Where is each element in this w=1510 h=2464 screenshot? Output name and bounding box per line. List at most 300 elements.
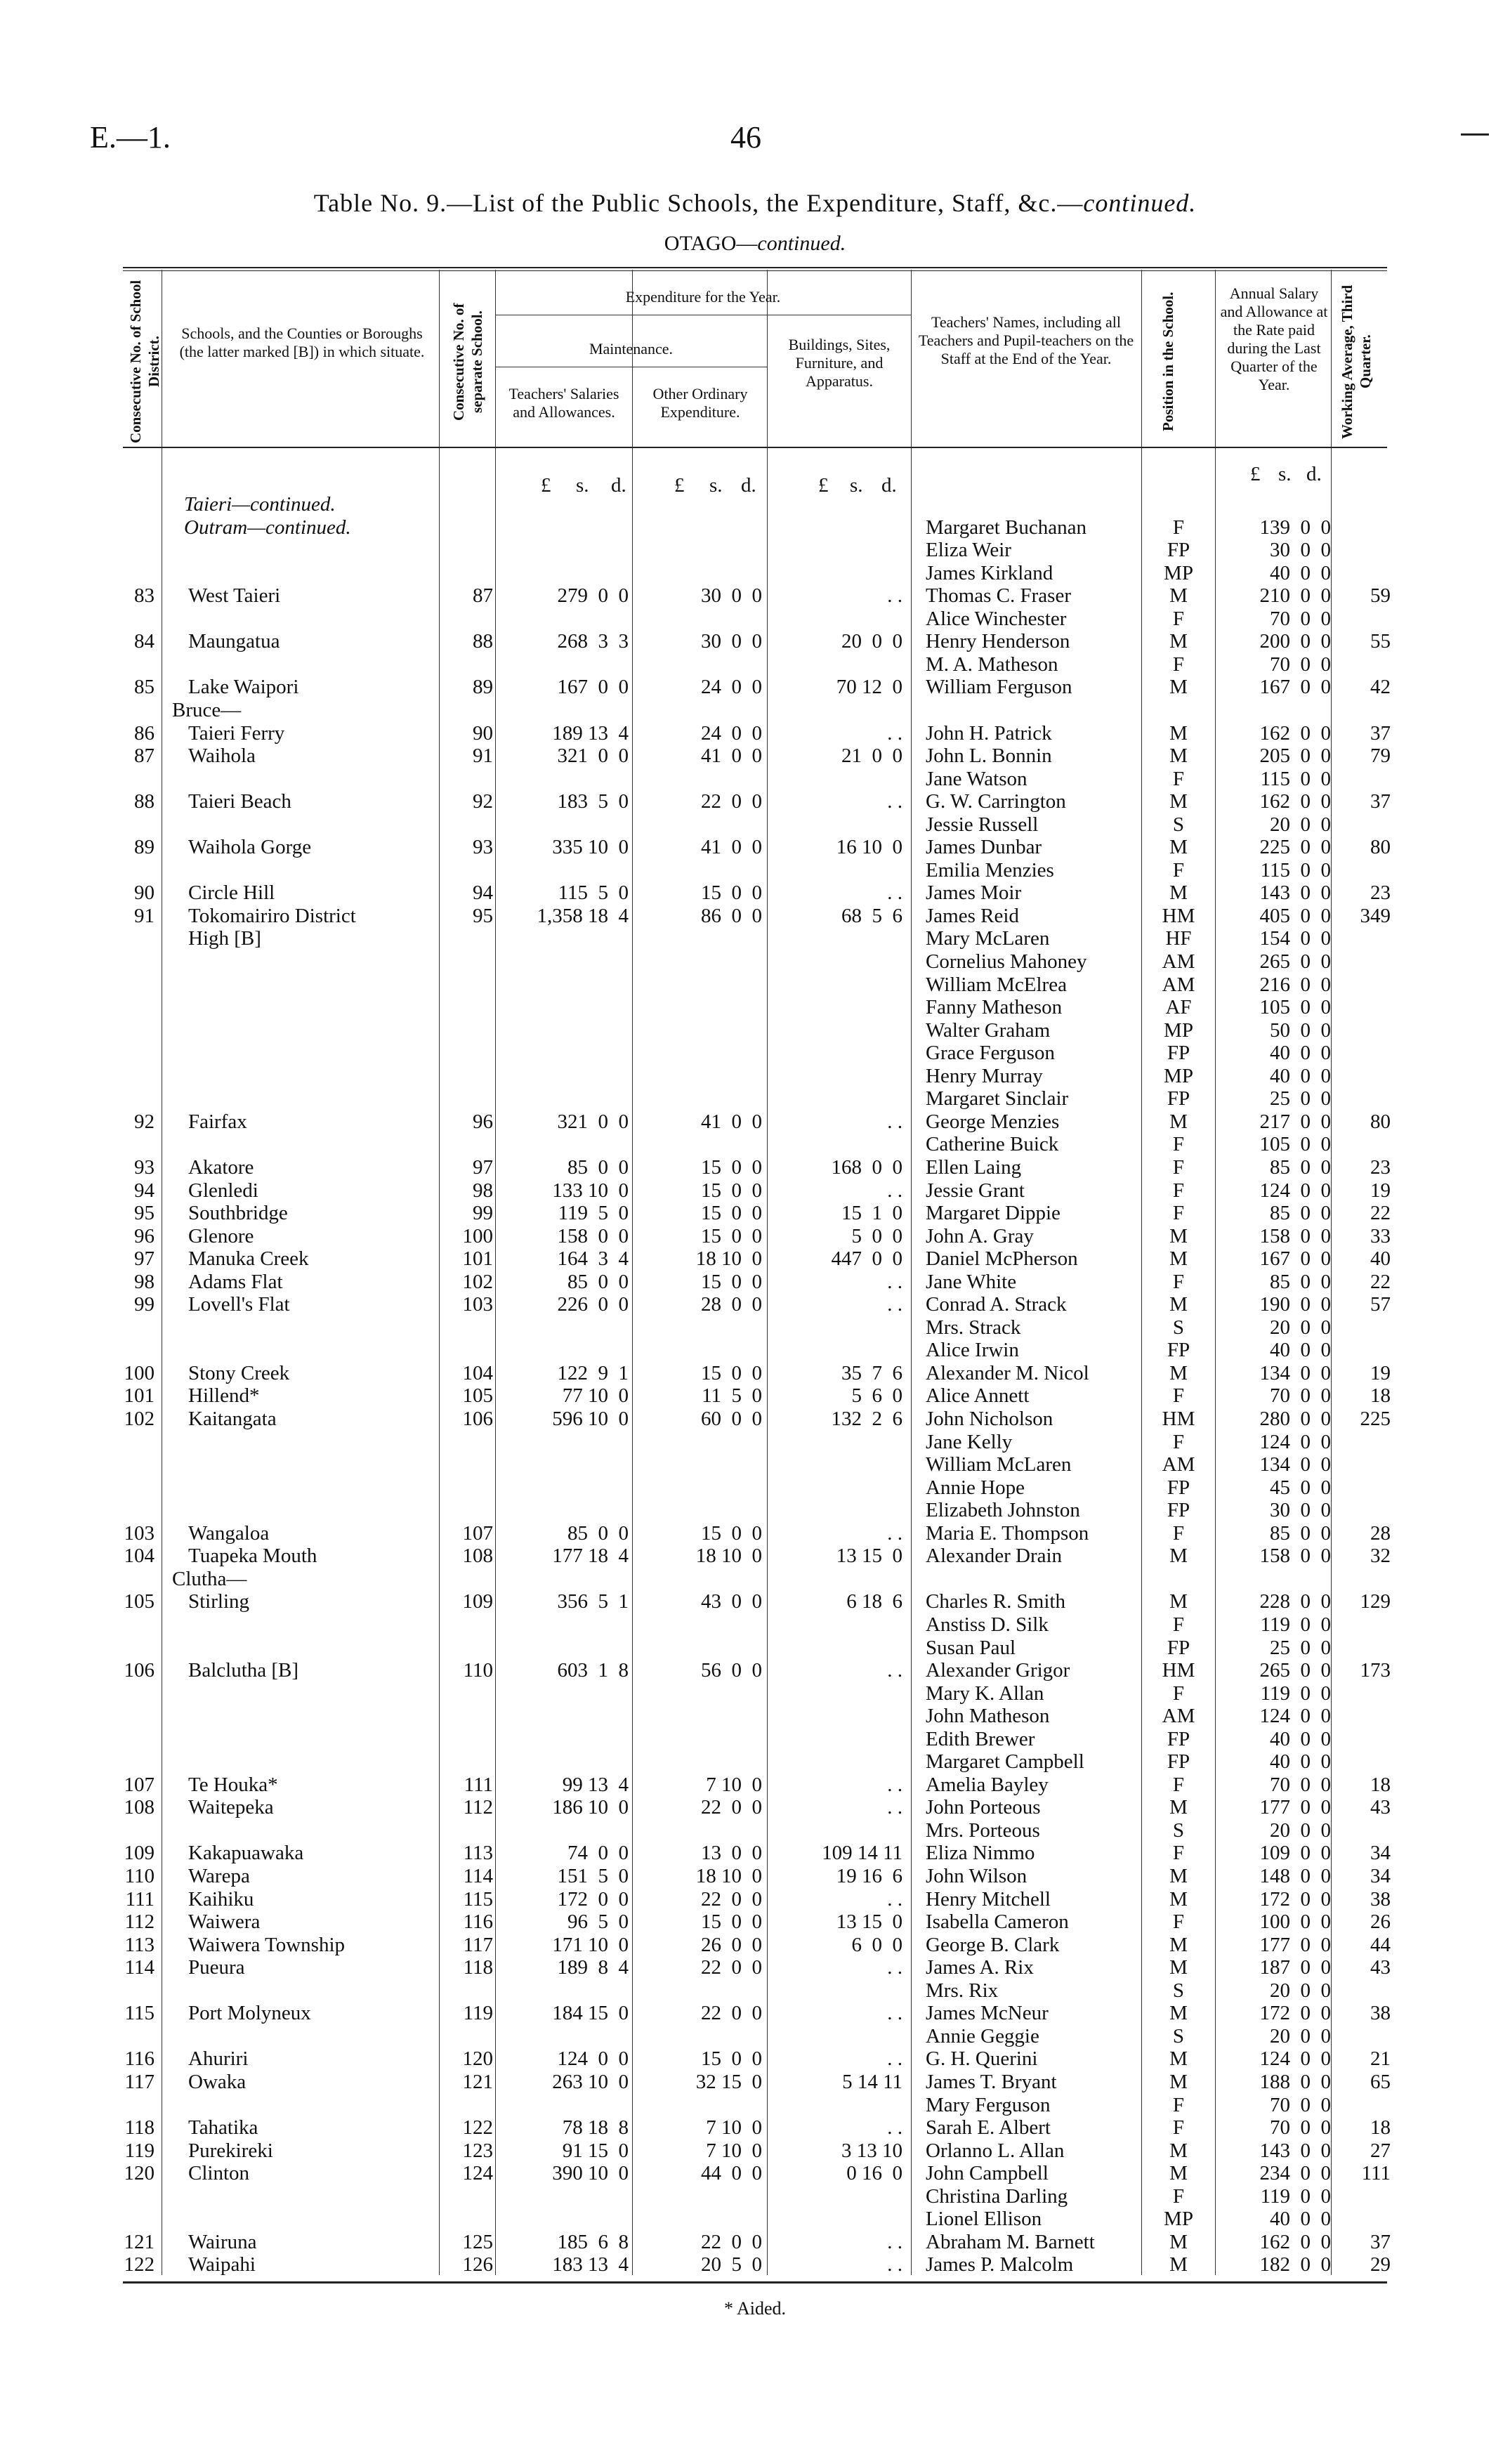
school-name: Wairuna — [188, 2230, 257, 2253]
salaries: 263 10 0 — [552, 2070, 629, 2093]
district-no: 102 — [124, 1408, 155, 1430]
buildings: . . — [887, 584, 902, 608]
teacher-name: Jane Kelly — [926, 1430, 1013, 1453]
position: S — [1172, 1818, 1185, 1842]
subtitle-main: OTAGO— — [664, 232, 758, 255]
separate-no: 117 — [463, 1933, 493, 1956]
table-row — [0, 2071, 1510, 2093]
teacher-name: Conrad A. Strack — [926, 1293, 1067, 1316]
other-expenditure: 18 10 0 — [695, 1865, 762, 1887]
buildings: 5 14 11 — [842, 2070, 902, 2093]
teacher-name: Alice Irwin — [926, 1339, 1019, 1362]
school-name: Tuapeka Mouth — [188, 1545, 317, 1568]
district-no: 97 — [134, 1247, 155, 1271]
table-row — [0, 1750, 1510, 1773]
teacher-name: James A. Rix — [926, 1956, 1034, 1979]
annual-salary: 119 0 0 — [1260, 1613, 1331, 1636]
separate-no: 97 — [473, 1155, 493, 1179]
position: S — [1172, 2024, 1185, 2047]
separate-no: 101 — [462, 1247, 493, 1271]
position: AM — [1162, 1705, 1195, 1728]
district-no: 113 — [124, 1933, 155, 1956]
working-average: 42 — [1370, 676, 1391, 699]
unit-pence: d. — [1306, 463, 1322, 485]
annual-salary: 105 0 0 — [1259, 996, 1331, 1019]
annual-salary: 158 0 0 — [1259, 1545, 1331, 1568]
teacher-name: John L. Bonnin — [926, 745, 1052, 768]
working-average: 55 — [1370, 630, 1391, 653]
other-expenditure: 56 0 0 — [701, 1659, 762, 1682]
table-row — [0, 905, 1510, 927]
other-expenditure: 15 0 0 — [701, 1521, 762, 1545]
district-no: 94 — [134, 1179, 155, 1202]
district-no: 120 — [124, 2162, 155, 2185]
teacher-name: James Reid — [926, 904, 1019, 927]
position: AM — [1162, 950, 1195, 973]
buildings: . . — [887, 1887, 902, 1911]
position: F — [1172, 1133, 1185, 1156]
annual-salary: 85 0 0 — [1270, 1521, 1331, 1545]
teacher-name: Susan Paul — [926, 1636, 1016, 1659]
salaries: 151 5 0 — [557, 1865, 629, 1887]
header-average: Working Average, Third Quarter. — [1339, 284, 1374, 439]
table-row — [0, 1065, 1510, 1087]
table-row — [0, 1384, 1510, 1407]
position: M — [1169, 584, 1188, 608]
position: MP — [1164, 1018, 1193, 1042]
salaries: 119 5 0 — [558, 1202, 629, 1225]
salaries: 183 13 4 — [552, 2253, 629, 2276]
table-row — [0, 1202, 1510, 1224]
school-name: Waihola — [188, 745, 256, 768]
buildings: . . — [887, 1293, 902, 1316]
annual-salary: 158 0 0 — [1259, 1224, 1331, 1247]
position: F — [1172, 767, 1185, 790]
other-expenditure: 24 0 0 — [701, 721, 762, 745]
working-average: 23 — [1370, 882, 1391, 905]
school-name: Hillend* — [188, 1384, 260, 1408]
separate-no: 118 — [463, 1956, 493, 1979]
teacher-name: John Campbell — [926, 2162, 1049, 2185]
header-annual: Annual Salary and Allowance at the Rate paid during the Last Quarter of the Year. — [1220, 284, 1328, 393]
school-name: Stony Creek — [188, 1361, 290, 1384]
buildings: 109 14 11 — [822, 1842, 902, 1865]
teacher-name: G. W. Carrington — [926, 790, 1066, 813]
teacher-name: John Matheson — [926, 1705, 1050, 1728]
teacher-name: Mary Ferguson — [926, 2093, 1051, 2116]
teacher-name: Henry Murray — [926, 1064, 1043, 1087]
teacher-name: William McElrea — [926, 973, 1067, 996]
working-average: 225 — [1360, 1408, 1391, 1430]
buildings: . . — [887, 2116, 902, 2139]
school-name: Glenledi — [188, 1179, 258, 1202]
school-name: Circle Hill — [188, 882, 275, 905]
position: AM — [1162, 973, 1195, 996]
annual-salary: 20 0 0 — [1270, 1316, 1331, 1339]
school-name: Taieri—continued. — [184, 493, 336, 516]
position: F — [1172, 653, 1185, 676]
table-row — [0, 1979, 1510, 2002]
table-row — [0, 1019, 1510, 1042]
salaries: 226 0 0 — [557, 1293, 629, 1316]
position: FP — [1167, 1339, 1190, 1362]
separate-no: 109 — [462, 1590, 493, 1613]
buildings: 0 16 0 — [846, 2162, 902, 2185]
position: M — [1169, 2162, 1188, 2185]
teacher-name: Orlanno L. Allan — [926, 2139, 1065, 2162]
table-row — [0, 1613, 1510, 1636]
table-row — [0, 790, 1510, 813]
position: F — [1172, 1682, 1185, 1705]
teacher-name: Margaret Dippie — [926, 1202, 1061, 1225]
annual-salary: 85 0 0 — [1270, 1155, 1331, 1179]
buildings: 132 2 6 — [831, 1408, 902, 1430]
position: F — [1172, 1179, 1185, 1202]
position: F — [1172, 1155, 1185, 1179]
position: M — [1169, 882, 1188, 905]
teacher-name: James P. Malcolm — [926, 2253, 1074, 2276]
other-expenditure: 7 10 0 — [706, 1773, 762, 1796]
annual-salary: 265 0 0 — [1259, 950, 1331, 973]
working-average: 28 — [1370, 1521, 1391, 1545]
annual-salary: 40 0 0 — [1270, 1750, 1331, 1774]
annual-salary: 45 0 0 — [1270, 1476, 1331, 1499]
separate-no: 112 — [463, 1796, 493, 1819]
annual-salary: 182 0 0 — [1259, 2253, 1331, 2276]
teacher-name: Mrs. Porteous — [926, 1818, 1040, 1842]
teacher-name: Catherine Buick — [926, 1133, 1059, 1156]
position: HF — [1165, 927, 1192, 950]
separate-no: 92 — [473, 790, 493, 813]
buildings: . . — [887, 1110, 902, 1133]
position: M — [1169, 1865, 1188, 1887]
district-no: 84 — [134, 630, 155, 653]
other-expenditure: 22 0 0 — [701, 1796, 762, 1819]
table-row — [0, 1545, 1510, 1567]
table-row — [0, 630, 1510, 653]
annual-salary: 217 0 0 — [1259, 1110, 1331, 1133]
position: FP — [1167, 1087, 1190, 1110]
table-row — [0, 1796, 1510, 1818]
position: F — [1172, 1613, 1185, 1636]
working-average: 80 — [1370, 836, 1391, 859]
separate-no: 126 — [462, 2253, 493, 2276]
position: F — [1172, 1521, 1185, 1545]
school-name: Kaihiku — [188, 1887, 254, 1911]
teacher-name: Edith Brewer — [926, 1727, 1035, 1750]
annual-salary: 20 0 0 — [1270, 1818, 1331, 1842]
salaries: 167 0 0 — [557, 676, 629, 699]
position: F — [1172, 1430, 1185, 1453]
position: M — [1169, 1293, 1188, 1316]
header-separate-no: Consecutive No. of separate School. — [450, 303, 485, 421]
teacher-name: Abraham M. Barnett — [926, 2230, 1095, 2253]
annual-salary: 187 0 0 — [1259, 1956, 1331, 1979]
other-expenditure: 15 0 0 — [701, 1155, 762, 1179]
teacher-name: Lionel Ellison — [926, 2208, 1042, 2231]
working-average: 129 — [1360, 1590, 1391, 1613]
school-name: Adams Flat — [188, 1270, 283, 1293]
position: AF — [1165, 996, 1192, 1019]
annual-salary: 40 0 0 — [1270, 1064, 1331, 1087]
annual-salary: 162 0 0 — [1259, 2230, 1331, 2253]
teacher-name: James Moir — [926, 882, 1022, 905]
other-expenditure: 22 0 0 — [701, 2230, 762, 2253]
district-no: 86 — [134, 721, 155, 745]
position: M — [1169, 2253, 1188, 2276]
teacher-name: Jessie Russell — [926, 813, 1039, 836]
district-no: 103 — [124, 1521, 155, 1545]
buildings: . . — [887, 790, 902, 813]
header-expenditure: Expenditure for the Year. — [625, 288, 781, 306]
teacher-name: Fanny Matheson — [926, 996, 1063, 1019]
working-average: 173 — [1360, 1659, 1391, 1682]
unit-shilling: s. — [709, 474, 723, 497]
school-name: Te Houka* — [188, 1773, 278, 1796]
table-row — [0, 2208, 1510, 2230]
header-other: Other Ordinary Expenditure. — [652, 385, 748, 421]
district-no: 121 — [124, 2230, 155, 2253]
annual-salary: 40 0 0 — [1270, 1727, 1331, 1750]
separate-no: 114 — [463, 1865, 493, 1887]
table-subtitle — [0, 232, 1510, 256]
table-row — [0, 2139, 1510, 2162]
separate-no: 113 — [463, 1842, 493, 1865]
annual-salary: 124 0 0 — [1259, 1705, 1331, 1728]
table-title-continued: continued. — [1083, 189, 1197, 217]
salaries: 1,358 18 4 — [537, 904, 629, 927]
teacher-name: Christina Darling — [926, 2184, 1068, 2208]
buildings: 19 16 6 — [836, 1865, 902, 1887]
annual-salary: 30 0 0 — [1270, 1499, 1331, 1522]
table-row — [0, 2162, 1510, 2184]
table-row — [0, 2047, 1510, 2070]
annual-salary: 280 0 0 — [1259, 1408, 1331, 1430]
position: M — [1169, 1361, 1188, 1384]
separate-no: 95 — [473, 904, 493, 927]
working-average: 26 — [1370, 1911, 1391, 1934]
separate-no: 105 — [462, 1384, 493, 1408]
annual-salary: 265 0 0 — [1259, 1659, 1331, 1682]
table-row — [0, 1225, 1510, 1247]
teacher-name: Henry Henderson — [926, 630, 1070, 653]
teacher-name: James Kirkland — [926, 561, 1053, 584]
district-no: 93 — [134, 1155, 155, 1179]
annual-salary: 119 0 0 — [1260, 2184, 1331, 2208]
teacher-name: John H. Patrick — [926, 721, 1052, 745]
position: M — [1169, 1933, 1188, 1956]
school-name: Tokomairiro District — [188, 904, 356, 927]
working-average: 38 — [1370, 1887, 1391, 1911]
separate-no: 124 — [462, 2162, 493, 2185]
teacher-name: Margaret Campbell — [926, 1750, 1084, 1774]
position: F — [1172, 2093, 1185, 2116]
working-average: 111 — [1361, 2162, 1391, 2185]
other-expenditure: 24 0 0 — [701, 676, 762, 699]
unit-shilling: s. — [1278, 463, 1292, 485]
working-average: 349 — [1360, 904, 1391, 927]
separate-no: 106 — [462, 1408, 493, 1430]
unit-pound: £ — [541, 474, 551, 497]
separate-no: 102 — [462, 1270, 493, 1293]
district-no: 111 — [125, 1887, 155, 1911]
working-average: 33 — [1370, 1224, 1391, 1247]
table-row — [0, 2231, 1510, 2253]
working-average: 18 — [1370, 1384, 1391, 1408]
table-row — [0, 1774, 1510, 1796]
annual-salary: 124 0 0 — [1259, 1430, 1331, 1453]
school-name: Taieri Ferry — [188, 721, 285, 745]
school-name: Pueura — [188, 1956, 245, 1979]
position: M — [1169, 790, 1188, 813]
teacher-name: Alexander Drain — [926, 1545, 1063, 1568]
table-row — [0, 2094, 1510, 2116]
working-average: 79 — [1370, 745, 1391, 768]
separate-no: 110 — [463, 1659, 493, 1682]
buildings: . . — [887, 1773, 902, 1796]
buildings: 21 0 0 — [841, 745, 902, 768]
separate-no: 93 — [473, 836, 493, 859]
table-row — [0, 1705, 1510, 1727]
teacher-name: M. A. Matheson — [926, 653, 1058, 676]
buildings: . . — [887, 2002, 902, 2025]
annual-salary: 177 0 0 — [1259, 1933, 1331, 1956]
other-expenditure: 22 0 0 — [701, 790, 762, 813]
annual-salary: 216 0 0 — [1259, 973, 1331, 996]
annual-salary: 405 0 0 — [1259, 904, 1331, 927]
annual-salary: 100 0 0 — [1259, 1911, 1331, 1934]
other-expenditure: 18 10 0 — [695, 1247, 762, 1271]
other-expenditure: 30 0 0 — [701, 630, 762, 653]
teacher-name: Charles R. Smith — [926, 1590, 1065, 1613]
position: S — [1172, 1979, 1185, 2002]
annual-salary: 70 0 0 — [1270, 653, 1331, 676]
other-expenditure: 30 0 0 — [701, 584, 762, 608]
buildings: 70 12 0 — [836, 676, 902, 699]
school-name: Stirling — [188, 1590, 250, 1613]
salaries: 85 0 0 — [567, 1521, 629, 1545]
header-bottom-rule — [123, 447, 1387, 448]
table-row — [0, 539, 1510, 561]
other-expenditure: 32 15 0 — [695, 2070, 762, 2093]
annual-salary: 25 0 0 — [1270, 1636, 1331, 1659]
annual-salary: 20 0 0 — [1270, 813, 1331, 836]
district-no: 85 — [134, 676, 155, 699]
other-expenditure: 7 10 0 — [706, 2116, 762, 2139]
annual-salary: 85 0 0 — [1270, 1202, 1331, 1225]
teacher-name: Alice Winchester — [926, 607, 1067, 630]
position: M — [1169, 1247, 1188, 1271]
buildings: 6 18 6 — [846, 1590, 902, 1613]
buildings: 6 0 0 — [851, 1933, 902, 1956]
other-expenditure: 60 0 0 — [701, 1408, 762, 1430]
annual-salary: 143 0 0 — [1259, 2139, 1331, 2162]
annual-salary: 148 0 0 — [1259, 1865, 1331, 1887]
unit-pence: d. — [741, 474, 756, 497]
district-no: 117 — [124, 2070, 155, 2093]
table-row — [0, 516, 1510, 539]
school-name: Waipahi — [188, 2253, 256, 2276]
district-no: 122 — [124, 2253, 155, 2276]
district-no: 110 — [124, 1865, 155, 1887]
buildings: 16 10 0 — [836, 836, 902, 859]
teacher-name: Daniel McPherson — [926, 1247, 1078, 1271]
separate-no: 100 — [462, 1224, 493, 1247]
table-row — [0, 1888, 1510, 1911]
position: F — [1172, 516, 1185, 539]
annual-salary: 119 0 0 — [1260, 1682, 1331, 1705]
district-no: 100 — [124, 1361, 155, 1384]
table-row — [0, 1568, 1510, 1590]
salaries: 77 10 0 — [562, 1384, 629, 1408]
teacher-name: John Wilson — [926, 1865, 1028, 1887]
position: AM — [1162, 1453, 1195, 1476]
annual-salary: 172 0 0 — [1259, 2002, 1331, 2025]
annual-salary: 210 0 0 — [1259, 584, 1331, 608]
school-name: Tahatika — [188, 2116, 258, 2139]
salaries: 268 3 3 — [557, 630, 629, 653]
annual-salary: 162 0 0 — [1259, 790, 1331, 813]
table-row — [0, 1179, 1510, 1202]
position: FP — [1167, 1750, 1190, 1774]
table-row — [0, 1911, 1510, 1933]
annual-salary: 124 0 0 — [1259, 2047, 1331, 2071]
other-expenditure: 20 5 0 — [701, 2253, 762, 2276]
separate-no: 104 — [462, 1361, 493, 1384]
table-row — [0, 1156, 1510, 1179]
teacher-name: Mrs. Rix — [926, 1979, 999, 2002]
district-no: 104 — [124, 1545, 155, 1568]
school-name: Balclutha [B] — [188, 1659, 299, 1682]
other-expenditure: 22 0 0 — [701, 2002, 762, 2025]
table-row — [0, 1362, 1510, 1384]
teacher-name: James T. Bryant — [926, 2070, 1057, 2093]
district-no: 95 — [134, 1202, 155, 1225]
teacher-name: Alexander M. Nicol — [926, 1361, 1089, 1384]
position: HM — [1162, 1408, 1195, 1430]
annual-salary: 25 0 0 — [1270, 1087, 1331, 1110]
teacher-name: Walter Graham — [926, 1018, 1051, 1042]
table-row — [0, 1431, 1510, 1453]
working-average: 43 — [1370, 1956, 1391, 1979]
teacher-name: Sarah E. Albert — [926, 2116, 1051, 2139]
table-row — [0, 676, 1510, 698]
other-expenditure: 15 0 0 — [701, 1202, 762, 1225]
separate-no: 103 — [462, 1293, 493, 1316]
other-expenditure: 15 0 0 — [701, 1911, 762, 1934]
position: FP — [1167, 1499, 1190, 1522]
school-name: Waitepeka — [188, 1796, 274, 1819]
school-name: Manuka Creek — [188, 1247, 309, 1271]
school-name: Kakapuawaka — [188, 1842, 304, 1865]
school-name: Akatore — [188, 1155, 254, 1179]
position: M — [1169, 2230, 1188, 2253]
working-average: 40 — [1370, 1247, 1391, 1271]
separate-no: 125 — [462, 2230, 493, 2253]
annual-salary: 190 0 0 — [1259, 1293, 1331, 1316]
buildings: 5 0 0 — [851, 1224, 902, 1247]
table-row — [0, 2002, 1510, 2024]
table-row — [0, 1659, 1510, 1682]
table-row — [0, 2185, 1510, 2208]
table-row — [0, 1293, 1510, 1316]
working-average: 57 — [1370, 1293, 1391, 1316]
table-row — [0, 836, 1510, 858]
buildings: . . — [887, 1796, 902, 1819]
school-name: Warepa — [188, 1865, 250, 1887]
other-expenditure: 41 0 0 — [701, 745, 762, 768]
footnote: * Aided. — [723, 2298, 787, 2319]
